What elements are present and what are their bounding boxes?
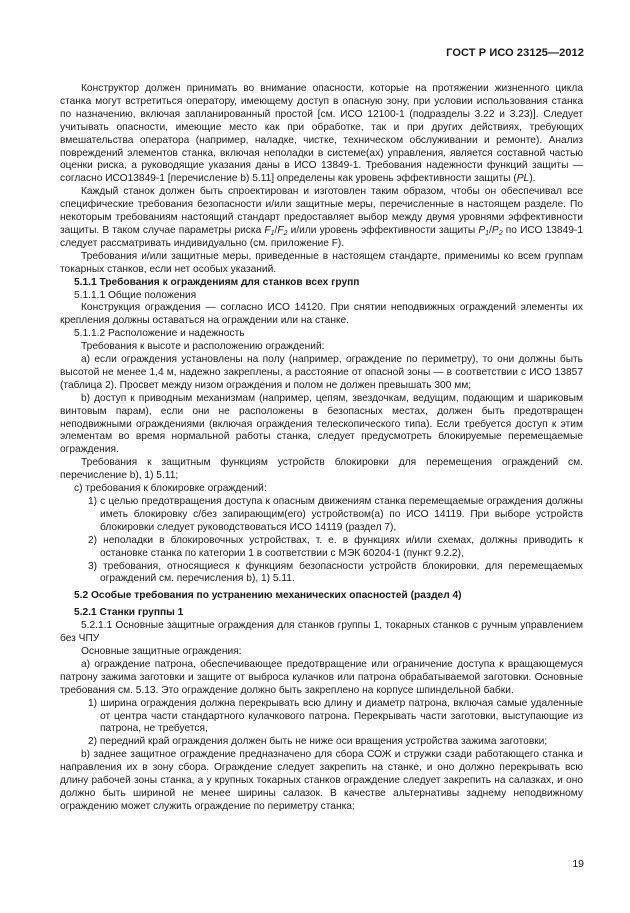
standard-designation: ГОСТ Р ИСО 23125—2012 (446, 47, 584, 59)
list-item-a-floor-guards: а) если ограждения установлены на полу (например, ограждение по периметру), то они должны быть высотой не менее 1,4 м, надежно закреплены, а расстояние от опасной зоны — в соответствии с ИСО 13857 (таблица 2). Просвет между низом ограждения и полом не должен превышать 300 мм; (60, 354, 583, 391)
document-body (60, 83, 583, 814)
list-item-a-chuck-guard: а) ограждение патрона, обеспечивающее предотвращение или ограничение доступа к вращающемуся патрону зажима заготовки и защите от выброса кулачков или патрона обрабатываемой заготовки. Основные требования см. 5.13. Это ограждение должно быть закреплено на корпусе шпиндельной бабки. (60, 658, 583, 696)
paragraph-height-requirements: Требования к высоте и расположению ограждений: (81, 341, 325, 353)
risk-parameter-f1: $F_1$ (264, 224, 275, 237)
paragraph-text: Каждый станок должен быть спроектирован и изготовлен таким образом, чтобы он обеспечивал все специфические требования безопасности и/или защитные меры, перечисленные в настоящем разделе. По некоторым требованиям настоящий стандарт предоставляет выбор между двумя уровнями эффективности защиты. В таком случае параметры риска (60, 186, 583, 236)
paragraph-applicability: Требования и/или защитные меры, приведенные в настоящем стандарте, применимы ко всем группам токарных станков, если нет особых указаний. (60, 250, 583, 275)
protection-level-p2: $P_2$ (491, 224, 503, 237)
section-heading-5-1-1: 5.1.1 Требования к ограждениям для станков всех групп (74, 276, 360, 288)
sublist-item-3: 3) требования, относящиеся к функциям безопасности устройств блокировки, для перемещаемых ограждений см. перечисления b), 1) 5.11. (88, 560, 583, 585)
paragraph-5-2-1-1: 5.2.1.1 Основные защитные ограждения для станков группы 1, токарных станков с ручным управлением без ЧПУ (60, 620, 583, 645)
subsection-heading-5-1-1-1: 5.1.1.1 Общие положения (74, 289, 197, 301)
pl-term: PL (516, 173, 530, 185)
list-item-b-rear-guard: b) заднее защитное ограждение предназначено для сбора СОЖ и стружки сзади работающего станка и направления их в зону сбора. Ограждение следует закрепить на станке, и оно должно перекрывать всю длину рабочей зоны станка, а у крупных токарных станков ограждение следует закрепить на салазках, и оно должно быть шириной не менее ширины салазок. В качестве альтернативы заднему неподвижному ограждению может служить ограждение по периметру станка; (60, 749, 583, 812)
sublist-item-front-edge: 2) передний край ограждения должен быть не ниже оси вращения устройства зажима заготовки; (88, 736, 548, 748)
paragraph-designer-hazards (60, 83, 583, 186)
paragraph-text-end: по ИСО 13849-1 следует рассматривать индивидуально (см. приложение F). (60, 224, 583, 249)
protection-level-p1: $P_1$ (478, 224, 490, 237)
sublist-item-2: 2) неполадки в блокировочных устройствах, т. е. в функциях и/или схемах, должны приводить к остановке станка по категории 1 в соответствии с МЭК 60204-1 (пункт 9.2.2), (88, 534, 583, 559)
paragraph-machine-design: Каждый станок должен быть спроектирован и изготовлен таким образом, чтобы он обеспечивал все специфические требования безопасности и/или защитные меры, перечисленные в настоящем разделе. По некоторым требованиям настоящий стандарт предоставляет выбор между двумя уровнями эффективности защиты. В таком случае параметры риска $F_1/F_2$ и/или уровень эффективности защиты $P_1/P_2$ по ИСО 13849-1 следует рассматривать индивидуально (см. приложение F). (60, 186, 583, 249)
sublist-item-1: 1) с целью предотвращения доступа к опасным движениям станка перемещаемые ограждения должны иметь блокировку с/без запирающим(его) устройством(а) по ИСО 14119. При выборе устройств блокировки следует руководствоваться ИСО 14119 (раздел 7), (88, 496, 583, 533)
sublist-item-chuck-width: 1) ширина ограждения должна перекрывать всю длину и диаметр патрона, включая самые удаленные от центра части стандартного кулачкового патрона. Перекрывать части заготовки, выступающие из патрона, не требуется, (88, 697, 583, 735)
paragraph-main-guards: Основные защитные ограждения: (81, 645, 242, 657)
subsection-heading-5-1-1-2: 5.1.1.2 Расположение и надежность (74, 328, 245, 340)
paragraph-interlock-reference: Требования к защитным функциям устройств блокировки для перемещения ограждений см. перечисление b), 1) 5.11; (60, 457, 583, 482)
paragraph-text-mid: и/или уровень эффективности защиты (287, 224, 479, 236)
paragraph-text: Конструктор должен принимать во внимание опасности, которые на протяжении жизненного цикла станка могут встретиться оператору, имеющему доступ в опасную зону, при условии использования станка по назначению, включая запланированный простой [см. ИСО 12100-1 (подразделы 3.22 и 3.23)]. Следует учитывать опасности, имеющие место как при обработке, так и при других действиях, требующих вмешательства оператора (например, наладке, чистке, техническом обслуживании и ремонте). Анализ повреждений элементов станка, включая неполадки в системе(ах) управления, является составной частью оценки риска, а руководящие указания даны в ИСО 13849-1. Требования надежности функций защиты — согласно ИСО13849-1 [перечисление b) 5.11] определены как уровень эффективности защиты ( (60, 83, 583, 185)
risk-parameter-f2: $F_2$ (277, 224, 288, 237)
page-number: 19 (572, 858, 584, 870)
section-heading-5-2-1: 5.2.1 Станки группы 1 (74, 607, 184, 619)
list-item-c-interlocking: с) требования к блокировке ограждений: (74, 483, 267, 495)
section-heading-5-2: 5.2 Особые требования по устранению механических опасностей (раздел 4) (74, 590, 462, 602)
paragraph-guard-construction: Конструкция ограждения — согласно ИСО 14120. При снятии неподвижных ограждений элементы их крепления должны оставаться на ограждении или на станке. (60, 302, 583, 327)
list-item-b-drive-access: b) доступ к приводным механизмам (например, цепям, звездочкам, ведущим, подающим и шариковым винтовым парам), если они не расположены в безопасных местах, должен быть предотвращен неподвижными ограждениями (включая ограждения телескопического типа). Если требуется доступ к этим элементам во время нормальной работы станка, следует предусмотреть блокируемые перемещаемые ограждения. (60, 392, 583, 456)
paragraph-text-end: ). (529, 173, 536, 185)
